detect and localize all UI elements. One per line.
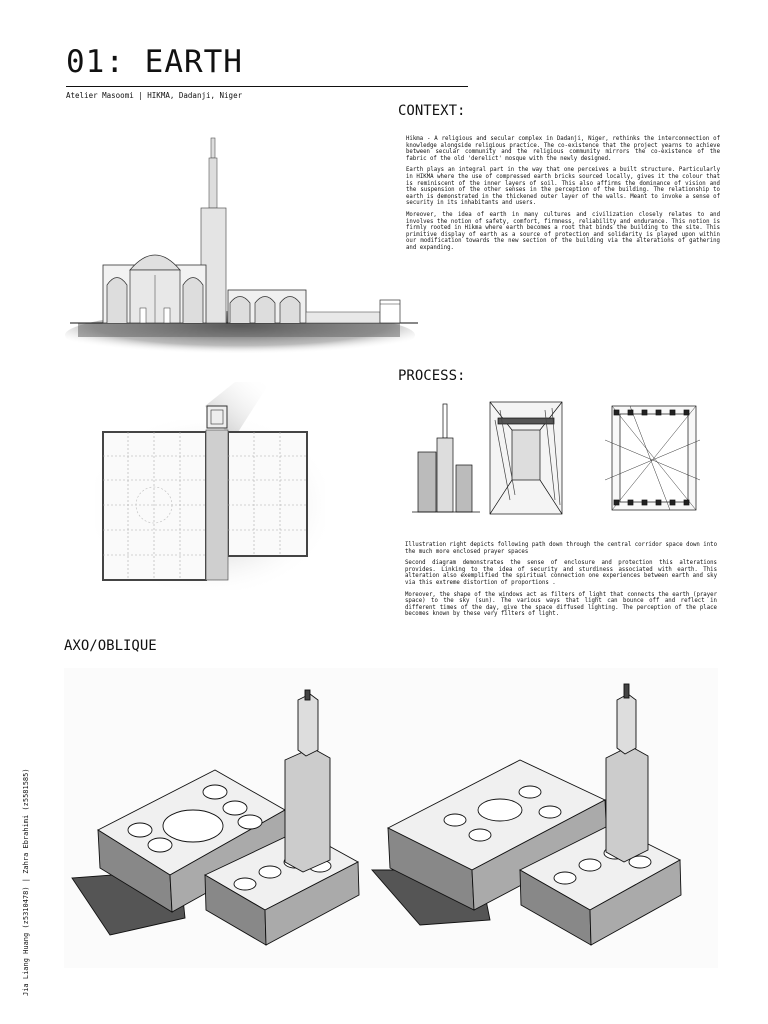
process-heading: PROCESS: [398,368,466,384]
process-sketch-corridor [490,402,562,514]
page-title: 01: EARTH [66,44,243,80]
page-subtitle: Atelier Masoomi | HIKMA, Dadanji, Niger [66,91,243,100]
process-paragraph: Illustration right depicts following path down through the central corridor space down into the much more enclosed prayer spaces [405,542,717,555]
process-sketch-plan-light [605,406,700,510]
author-credits: Jia Liang Huang (z5310478) | Zahra Ebrahimi (z5581585) [22,768,30,996]
process-paragraph: Second diagram demonstrates the sense of enclosure and protection this alterations provides. Linking to the idea of security and sturdiness associated with earth. This alteration also exemplified the spiritual connection one experiences between earth and sky via this extreme distortion of proportions . [405,560,717,586]
section-elevation [65,138,418,359]
context-paragraph: Hikma - A religious and secular complex in Dadanji, Niger, rethinks the interconnection of knowledge alongside religious practice. The co-existence that the project yearns to achieve between secular community and the religious community mirrors the co-existence of the fabric of the old 'derelict' mosque with the newly designed. [406,136,720,162]
axo-sketch-right [368,668,718,968]
axo-heading: AXO/OBLIQUE [64,638,157,654]
context-paragraph: Moreover, the idea of earth in many cultures and civilization closely relates to and involves the notion of safety, comfort, firmness, reliability and endurance. This notion is firmly rooted in Hikma where earth becomes a root that binds the building to the site. This primitive display of earth as a source of protection and solidarity is played upon within our modification towards the new section of the building via the alterations of gathering and expanding. [406,211,720,251]
context-heading: CONTEXT: [398,103,466,119]
context-paragraph: Earth plays an integral part in the way that one perceives a built structure. Particularly in HIKMA where the use of compressed earth bricks sourced locally, gives it the colour that is reminiscent of the inner layers of soil. This also affirms the dominance of vision and the suspension of the other senses in the perception of the building. The relationship to earth is demonstrated in the thickened outer layer of the walls. Meant to invoke a sense of security in its inhabitants and users. [406,167,720,207]
process-paragraph: Moreover, the shape of the windows act as filters of light that connects the earth (prayer space) to the sky (sun). The various ways that light can bounce off and reflect in different times of the day, give the space diffused lighting. The perception of the place becomes known by these very filters of light. [405,591,717,618]
floor-plan [95,382,325,590]
axo-sketch-left [64,668,374,968]
process-sketch-minaret [412,404,480,512]
